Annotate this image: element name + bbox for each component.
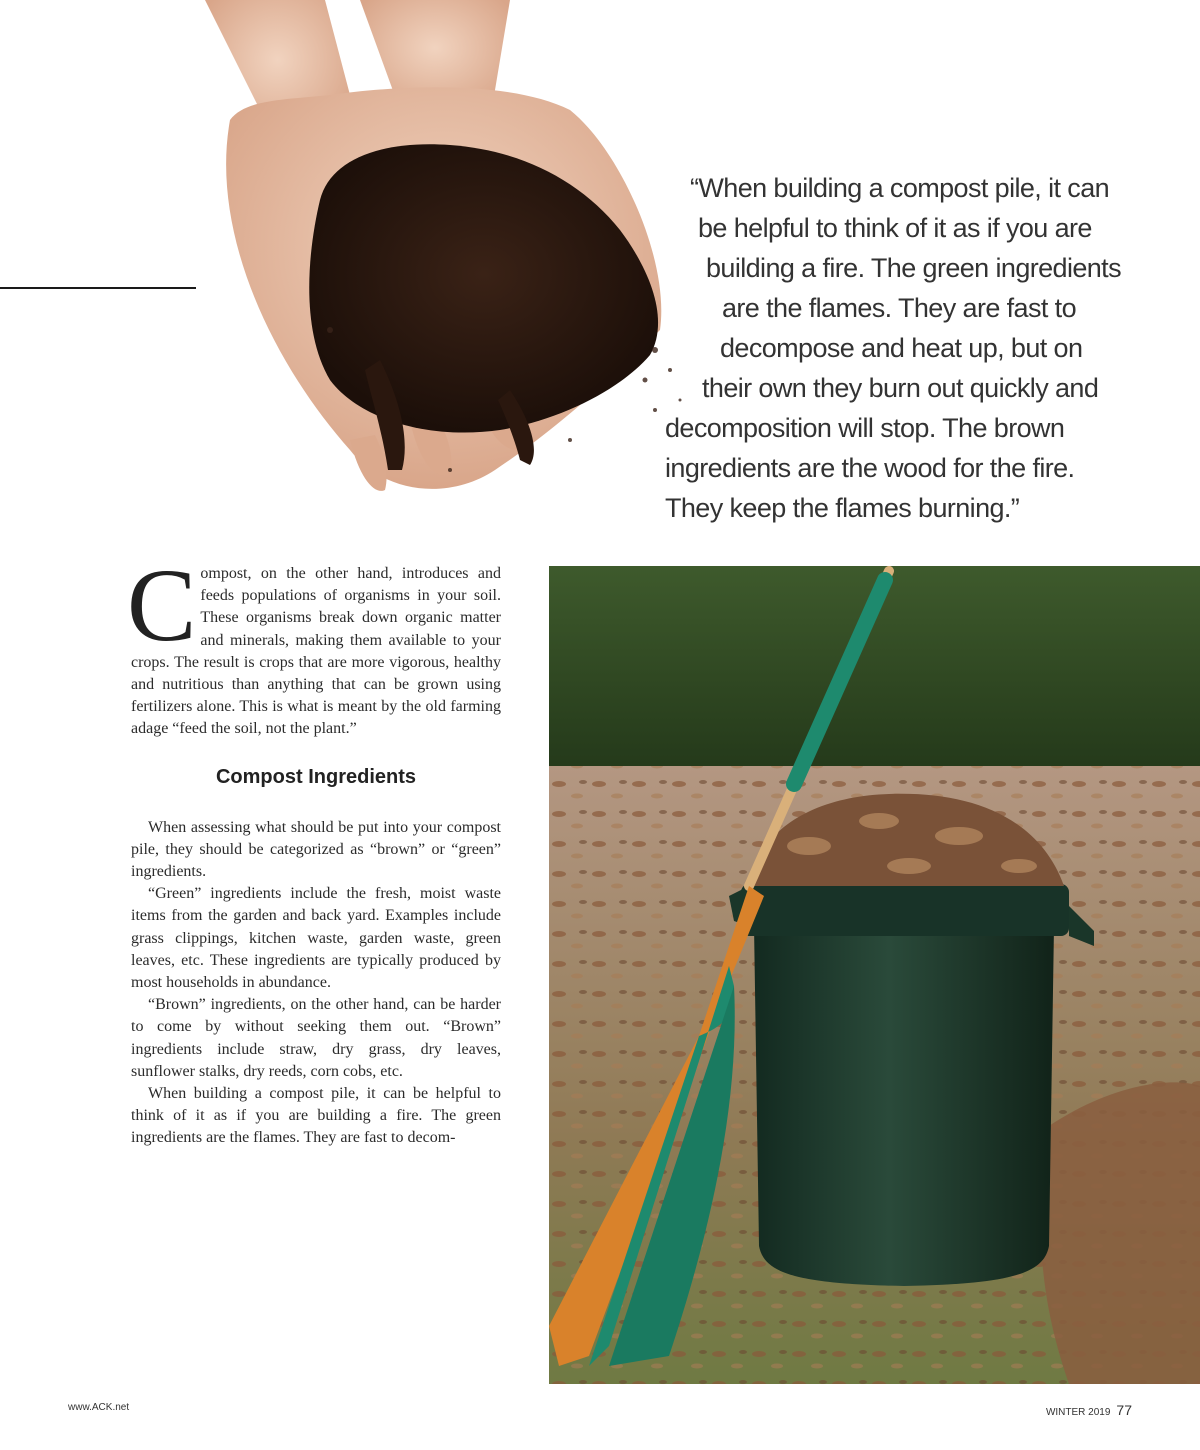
- intro-paragraph: [127, 548, 501, 741]
- page-number: 77: [1116, 1402, 1132, 1418]
- decorative-rule: [0, 287, 196, 289]
- pull-quote-line: “When building a compost pile, it can: [690, 173, 1110, 203]
- footer-issue: [1046, 1402, 1132, 1418]
- pull-quote-line: decompose and heat up, but on: [720, 333, 1083, 363]
- hands-holding-soil-photo: [150, 0, 710, 540]
- drop-cap: C: [127, 548, 197, 663]
- section-heading: Compost Ingredients: [215, 765, 416, 788]
- body-paragraph: When assessing what should be put into your compost pile, they should be categorized as “brown” or “green” ingredients.: [131, 818, 501, 881]
- pull-quote-line: decomposition will stop. The brown: [665, 413, 1065, 443]
- body-paragraph: “Brown” ingredients, on the other hand, can be harder to come by without seeking them out. “Brown” ingredients include straw, dry grass, dry leaves, sunflower stalks, dry reeds, corn cobs, etc.: [131, 996, 501, 1080]
- pull-quote-line: are the flames. They are fast to: [722, 293, 1076, 323]
- pull-quote-line: ingredients are the wood for the fire.: [665, 453, 1075, 483]
- article-column: [127, 548, 501, 1150]
- intro-text: ompost, on the other hand, introduces and feeds populations of organisms in your soil. These organisms break down organic matter and minerals, making them available to your crops. The result is crops that are more vigorous, healthy and nutritious than anything that can be grown using fertilizers alone. This is what is meant by the old farming adage “feed the soil, not the plant.”: [131, 565, 501, 738]
- pull-quote-line: They keep the flames burning.”: [665, 493, 1020, 523]
- leaf-bin-and-rake-photo: [549, 566, 1200, 1384]
- body-paragraph: When building a compost pile, it can be helpful to think of it as if you are building a fire. The green ingredients are the flames. They are fast to decom-: [131, 1085, 501, 1147]
- footer-website: www.ACK.net: [68, 1402, 130, 1413]
- pull-quote: [660, 168, 1121, 528]
- body-paragraph: “Green” ingredients include the fresh, moist waste items from the garden and back yard. Examples include grass clippings, kitchen waste, garden waste, green leaves, etc. These ingredients are typically produced by most households in abundance.: [131, 885, 501, 992]
- pull-quote-line: their own they burn out quickly and: [702, 373, 1099, 403]
- pull-quote-line: be helpful to think of it as if you are: [698, 213, 1092, 243]
- pull-quote-line: building a fire. The green ingredients: [706, 253, 1121, 283]
- issue-label: WINTER 2019: [1045, 1407, 1111, 1418]
